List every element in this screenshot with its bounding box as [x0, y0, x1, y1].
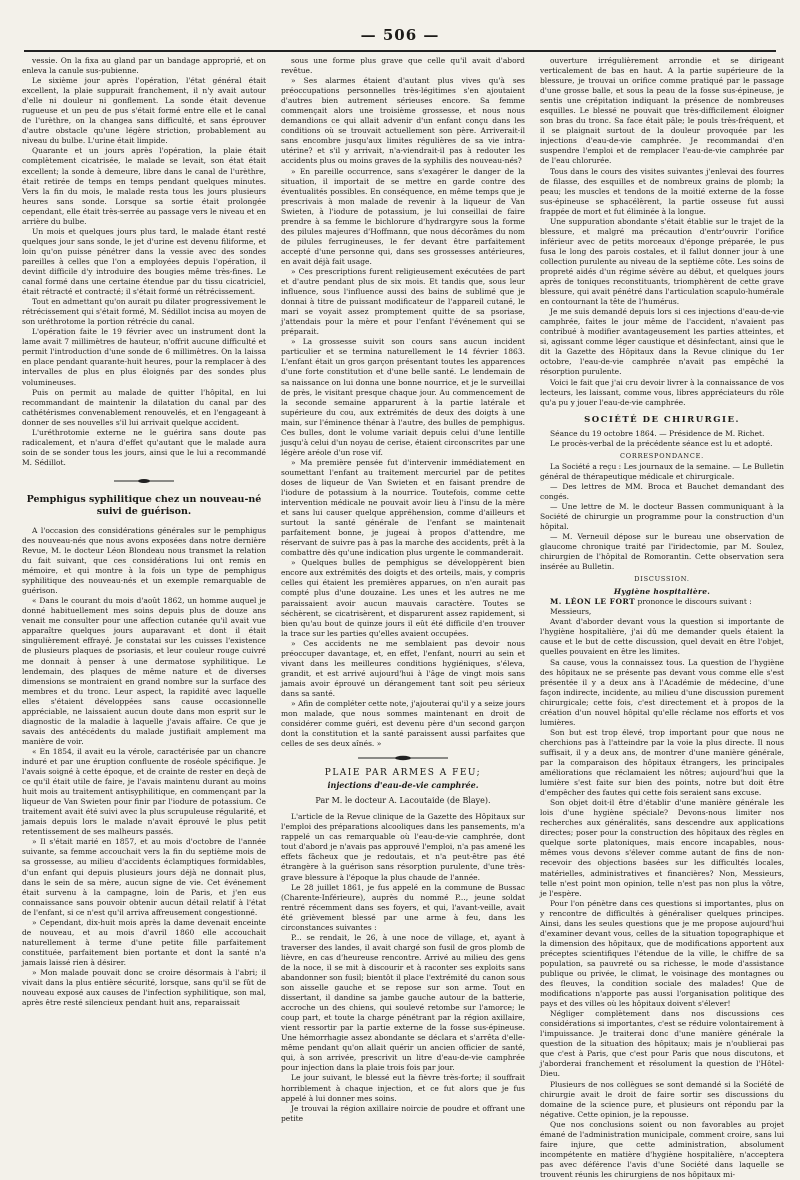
paragraph: Son objet doit-il être d'établir d'une manière générale les lois d'une hygiène spéciale? Devons-nous limiter nos recherches aux généralités, sans descendre aux applications directes; poser pour la construction des hôpitaux des règles en quelque sorte platoniques, mais encore incapables, nous-mêmes vous devons s'élever comme autant de fins de non-recevoir des objections basées sur les difficultés locales, matérielles, administratives et financières? Non, Messieurs, telle n'est point mon opinion, telle n'est pas non plus la vôtre, je l'espère. — [540, 798, 784, 898]
paragraph: — M. Verneuil dépose sur le bureau une observation de glaucome chronique traité par l'iridectomie, par M. Soulez, chirurgien de l'hôpital de Romorantin. Cette observation sera insérée au Bulletin. — [540, 532, 784, 572]
paragraph: » La grossesse suivit son cours sans aucun incident particulier et se termina naturellement le 14 février 1863. L'enfant était un gros garçon présentant toutes les apparences d'une forte constitution et d'une belle santé. Le lendemain de sa naissance on lui donna une bonne nourrice, et je le surveillai de près, le visitant presque chaque jour. Au commencement de la seconde semaine apparurent à la partie latérale et supérieure du cou, aux extrémités de deux des doigts à une main, sur l'éminence thénar à l'autre, des bulles de pemphigus. Ces bulles, dont le volume variait depuis celui d'une lentille jusqu'à celui d'un noyau de cerise, étaient circonscrites par une légère aréole d'un rose vif. — [281, 337, 525, 457]
paragraph: Son but est trop élevé, trop important pour que nous ne cherchions pas à l'atteindre par la voie la plus directe. Il nous suffisait, il y a deux ans, de montrer d'une manière générale, par la comparaison des hôpitaux étrangers, les principales améliorations que réclamaient les nôtres; aujourd'hui que la lumière s'est faite sur bien des points, notre but doit être d'empêcher des fautes qui cette fois seraient sans excuse. — [540, 727, 784, 798]
paragraph: « En 1854, il avait eu la vérole, caractérisée par un chancre induré et par une éruption confluente de roséole spécifique. Je l'avais soigné à cette époque, et de crainte de rester en deçà de ce qu'il était utile de faire, je l'avais maintenu durant au moins huit mois au traitement antisyphilitique, en commençant par la liqueur de Van Swieten pour finir par l'iodure de potassium. Ce traitement avait été suivi avec la plus scrupuleuse régularité, et jamais depuis lors le malade n'avait éprouvé le plus petit retentissement de ses malheurs passés. — [22, 746, 266, 837]
col2-body — [281, 56, 525, 749]
paragraph: vessie. On la fixa au gland par un bandage approprié, et on enleva la canule sus-pubienne. — [22, 56, 266, 76]
paragraph: P... se rendait, le 26, à une noce de village, et, ayant à traverser des landes, il avait chargé son fusil de gros plomb de lièvre, en cas d'heureuse rencontre. Arrivé au milieu des gens de la noce, il se mit à discourir et à raconter ses exploits sans abandonner son fusil; bientôt il place l'extrémité du canon sous son aisselle gauche et se repose sur son arme. Tout en dissertant, il dandine sa jambe gauche autour de la batterie, accroche un des chiens, qui soulevé retombe sur l'amorce; le coup part, et toute la charge pénétrant par la région axillaire, vient ressortir par la partie externe de la fosse sus-épineuse. Une hémorrhagie assez abondante se déclara et s'arrêta d'elle-même pendant qu'on allait quérir un ancien officier de santé, qui, à son arrivée, prescrivit un litre d'eau-de-vie camphrée pour injection dans la plaie trois fois par jour. — [281, 932, 525, 1073]
paragraph: — Une lettre de M. le docteur Bassen communiquant à la Société de chirurgie un programme pour la construction d'un hôpital. — [540, 501, 784, 532]
paragraph: Le procès-verbal de la précédente séance est lu et adopté. — [550, 438, 773, 448]
speaker-intro: prononce le discours suivant : — [635, 597, 752, 607]
article-subtitle: suivi de guérison. — [96, 505, 192, 517]
society-title: SOCIÉTÉ DE CHIRURGIE. — [584, 414, 740, 425]
paragraph: » Ses alarmes étaient d'autant plus vives qu'à ses préoccupations personnelles très-légitimes s'en ajoutaient d'autres bien autrement sérieuses encore. Sa femme commençait alors une troisième grossesse, et nous nous demandions ce qui allait advenir d'un enfant conçu dans les conditions où se trouvait actuellement son père. Arriverait-il sans encombre jusqu'aux limites régulières de sa vie intra-utérine? et s'il y arrivait, n'a-viendrait-il pas à redouter les accidents plus ou moins graves de la syphilis des nouveau-nés? — [281, 76, 525, 166]
paragraph: Je trouvai la région axillaire noircie de poudre et offrant une petite — [281, 1103, 525, 1123]
paragraph: Avant d'aborder devant vous la question si importante de l'hygiène hospitalière, j'ai dû me demander quels étaient la cause et le but de cette discussion, quel devait en être l'objet, quelles pouvaient en être les limites. — [540, 617, 784, 657]
paragraph: Une suppuration abondante s'était établie sur le trajet de la blessure, et malgré ma précaution d'entr'ouvrir l'orifice inférieur avec de petits morceaux d'éponge préparée, le pus fusa le long des parois costales, et il fallut donner jour à une collection purulente au niveau de la septième côte. Les soins de propreté aidés d'un régime sévère au début, et quelques jours après de toniques reconstituants, triomphèrent de cette grave blessure, qui avait pénétré dans l'articulation scapulo-humérale en contournant la tête de l'humérus. — [540, 216, 784, 307]
article-body — [281, 812, 525, 1123]
article-title: PLAIE PAR ARMES A FEU; — [324, 768, 482, 779]
paragraph: « Dans le courant du mois d'août 1862, un homme auquel je donné habituellement mes soins depuis plus de douze ans venait me consulter pour une affection cutanée qu'il avait vue apparaître quelques jours auparavant et dont il était singulièrement effrayé. Je constatai sur les cuisses l'existence de plusieurs plaques de psoriasis, et leur couleur rouge cuivré me donnait à penser à une dermatose syphilitique. Le lendemain, des plaques de même nature et de diverses dimensions se montraient en grand nombre sur la surface des membres et du tronc. Leur aspect, la rapidité avec laquelle elles s'étaient développées sans cause occasionnelle appréciable, ne laissaient aucun doute dans mon esprit sur le diagnostic de la maladie à laquelle j'avais affaire. Ce que je savais des antécédents du malade justifiait amplement ma manière de voir. — [22, 596, 266, 746]
paragraph: Pour l'on pénètre dans ces questions si importantes, plus on y rencontre de difficultés à généraliser quelques principes. Ainsi, dans les seules questions que je me propose aujourd'hui d'examiner devant vous, celles de la situation topographique et la dimension des hôpitaux, que de modifications apportent aux préceptes scientifiques l'étendue de la ville, le chiffre de sa population, sa pauvreté ou sa richesse, le mode d'assistance publique ou privée, le climat, le voisinage des montagnes ou des fleuves, la condition sociale des malades! Que de modifications n'apporte pas aussi l'organisation politique des pays et des villes où les hôpitaux doivent s'élever! — [540, 898, 784, 1009]
correspondance-heading: CORRESPONDANCE. — [619, 451, 705, 460]
paragraph: Puis on permit au malade de quitter l'hôpital, en lui recommandant de maintenir la dilatation du canal par des cathétérismes convenablement renouvelés, et en l'engageant à donner de ses nouvelles s'il lui arrivait quelque accident. — [22, 387, 266, 427]
paragraph: » Quelques bulles de pemphigus se développèrent bien encore aux extrémités des doigts et des orteils, mais, y compris celles qui étaient les premières apparues, on n'en aurait pas compté plus d'une douzaine. Les unes et les autres ne me paraissaient avoir aucun mauvais caractère. Toutes se séchèrent, se cicatrisèrent, et disparurent assez rapidement, si bien qu'au bout de quinze jours il eût été difficile d'en trouver la trace sur les parties qu'elles avaient occupées. — [281, 558, 525, 638]
paragraph: » Cependant, dix-huit mois après la dame devenait enceinte de nouveau, et au mois d'avril 1860 elle accouchait naturellement à terme d'une petite fille parfaitement constituée, parfaitement bien portante et dont la santé n'a jamais laissé rien à désirer. — [22, 917, 266, 967]
seance-line: Séance du 19 octobre 1864. — Présidence de M. Richet. — [550, 428, 765, 438]
column-3 — [540, 56, 784, 1179]
column-2 — [281, 56, 525, 1168]
article-byline: Par M. le docteur A. Lacoutaide (de Blaye). — [315, 796, 491, 806]
paragraph: » Ma première pensée fut d'intervenir immédiatement en soumettant l'enfant au traitement mercuriel par de petites doses de liqueur de Van Swieten et en faisant prendre de l'iodure de potassium à la nourrice. Toutefois, comme cette intervention médicale ne pouvait avoir lieu à l'insu de la mère et sans lui causer quelque appréhension, comme d'ailleurs et surtout la santé générale de l'enfant se maintenait parfaitement bonne, je jugeai à propos d'attendre, me réservant de suivre pas à pas la marche des accidents, prêt à la combattre dès qu'une indication plus urgente le commanderait. — [281, 457, 525, 558]
paragraph: Quarante et un jours après l'opération, la plaie était complètement cicatrisée, le malade se levait, son état était excellent; la sonde à demeure, libre dans le canal de l'urèthre, était retirée de temps en temps pendant quelques minutes. Vers la fin du mois, le malade resta tous les jours plusieurs heures sans sonde. Lorsque sa sortie était prolongée cependant, elle était très-serrée au passage vers le niveau et en arrière du bulbe. — [22, 146, 266, 226]
speaker-name: M. LÉON LE FORT — [550, 597, 636, 607]
hygiene-heading: Hygiène hospitalière. — [613, 587, 711, 597]
paragraph: Tout en admettant qu'on aurait pu dilater progressivement le rétrécissement qui s'était formé, M. Sédillot incisa au moyen de son uréthrotome la portion rétrécie du canal. — [22, 297, 266, 327]
paragraph: — Des lettres de MM. Broca et Bauchet demandant des congés. — [540, 481, 784, 501]
paragraph: » Afin de compléter cette note, j'ajouterai qu'il y a seize jours mon malade, que nous sommes maintenant en droit de considérer comme guéri, est devenu père d'un second garçon dont la constitution et la santé paraissent aussi parfaites que celles de ses deux aînés. » — [281, 699, 525, 749]
paragraph: Que nos conclusions soient ou non favorables au projet émané de l'administration municipale, comment croire, sans lui faire injure, que cette administration, absolument incompétente en matière d'hygiène hospitalière, n'acceptera pas avec déférence l'avis d'une Société dans laquelle se trouvent réunis les chirurgiens de nos hôpitaux mi- — [540, 1119, 784, 1179]
paragraph: Le jour suivant, le blessé eut la fièvre très-forte; il souffrait horriblement à chaque injection, et ce fut alors que je fus appelé à lui donner mes soins. — [281, 1073, 525, 1103]
paragraph: Le sixième jour après l'opération, l'état général était excellent, la plaie suppurait franchement, il n'y avait autour d'elle ni douleur ni gonflement. La sonde était devenue rugueuse et un peu de pus s'était formé entre elle et le canal de l'urèthre, on la changea sans difficulté, et sans éprouver d'autre obstacle qu'une légère striction, probablement au niveau du bulbe. L'urine était limpide. — [22, 76, 266, 146]
paragraph: L'article de la Revue clinique de la Gazette des Hôpitaux sur l'emploi des préparations alcooliques dans les pansements, m'a rappelé un cas remarquable où l'eau-de-vie camphrée, dont tout d'abord je n'avais pas approuvé l'emploi, n'a pas amené les effets fâcheux que je redoutais, et n'a peut-être pas été étrangère à la guérison sans résorption purulente, d'une très-grave blessure à l'époque la plus chaude de l'année. — [281, 812, 525, 882]
col3-body — [540, 56, 784, 408]
paragraph: Voici le fait que j'ai cru devoir livrer à la connaissance de vos lecteurs, les laissant, comme vous, libres appréciateurs du rôle qu'a pu y jouer l'eau-de-vie camphrée. — [540, 377, 784, 407]
paragraph: L'opération faite le 19 février avec un instrument dont la lame avait 7 millimètres de hauteur, n'offrit aucune difficulté et permit l'introduction d'une sonde de 6 millimètres. On la laissa en place pendant quarante-huit heures, pour la remplacer à des intervalles de plus en plus éloignés par des sondes plus volumineuses. — [22, 327, 266, 387]
discussion-heading: DISCUSSION. — [634, 575, 690, 584]
page-number: — 506 — — [360, 26, 440, 44]
article-title: Pemphigus syphilitique chez un nouveau-né — [26, 493, 262, 505]
paragraph: Sa cause, vous la connaissez tous. La question de l'hygiène des hôpitaux ne se présente pas devant vous comme elle s'est présentée il y a deux ans à l'Académie de médecine, d'une façon indirecte, incidente, au milieu d'une discussion purement chirurgicale; cette fois, c'est directement et à propos de la création d'un nouvel hôpital qu'elle réclame nos efforts et vos lumières. — [540, 657, 784, 727]
paragraph: L'uréthrotomie externe ne le guérira sans doute pas radicalement, et n'aura d'effet qu'autant que le malade aura soin de se sonder tous les jours, ainsi que le lui a recommandé M. Sédillot. — [22, 427, 266, 467]
paragraph: » Ces prescriptions furent religieusement exécutées de part et d'autre pendant plus de six mois. Et tandis que, sous leur influence, sous l'influence aussi des bains de sublimé que je donnai à titre de puissant modificateur de l'appareil cutané, le mari se voyait assez promptement quitte de sa psoriase, j'attendais pour la mère et pour l'enfant l'événement qui se préparait. — [281, 266, 525, 337]
speaker-line — [540, 597, 784, 607]
paragraph: » Il s'était marié en 1857, et au mois d'octobre de l'année suivante, sa femme accouchait vers la fin du septième mois de sa grossesse, au milieu d'accidents éclamptiques formidables, d'un enfant qui depuis plusieurs jours déjà ne donnait plus, dans le sein de sa mère, aucun signe de vie. Cet événement était survenu à la campagne, loin de Paris, et j'en eus connaissance sans pouvoir obtenir aucun détail relatif à l'état de l'enfant, si ce n'est qu'il arriva affreusement congestionné. — [22, 837, 266, 917]
speech-body — [540, 607, 784, 1180]
article-body — [22, 526, 266, 1008]
page-header — [24, 24, 776, 52]
paragraph: » Ces accidents ne me semblaient pas devoir nous préoccuper davantage, et, en effet, l'enfant, nourri au sein et vivant dans les meilleures conditions hygiéniques, s'éleva, grandit, et est arrivé aujourd'hui à l'âge de vingt mois sans jamais avoir éprouvé un dérangement tant soit peu sérieux dans sa santé. — [281, 638, 525, 698]
paragraph: » Mon malade pouvait donc se croire désormais à l'abri; il vivait dans la plus entière sécurité, lorsque, sans qu'il se fût de nouveau exposé aux causes de l'infection syphilitique, son mal, après être resté silencieux pendant huit ans, reparaissait — [22, 967, 266, 1008]
paragraph: » En pareille occurrence, sans s'exagérer le danger de la situation, il importait de se mettre en garde contre des éventualités possibles. En conséquence, en même temps que je prescrivais à mon malade de revenir à la liqueur de Van Swieten, à l'iodure de potassium, je lui conseillai de faire prendre à sa femme le bichlorure d'hydrargyre sous la forme des pilules majeures d'Hoffmann, que nous décorâmes du nom de pilules ferrugineuses, le fer devant être parfaitement accepté d'une personne qui, dans ses grossesses antérieures, en avait déjà fait usage. — [281, 166, 525, 266]
col1-body — [22, 56, 266, 468]
paragraph: A l'occasion des considérations générales sur le pemphigus des nouveau-nés que nous avons exposées dans notre dernière Revue, M. le docteur Léon Blondeau nous transmet la relation du fait suivant, que ces considérations lui ont remis en mémoire, et qui montre à la fois un type de pemphigus syphilitique des nouveau-nés et un exemple remarquable de guérison. — [22, 525, 266, 596]
section-separator — [358, 755, 448, 761]
paragraph: Négliger complètement dans nos discussions ces considérations si importantes, c'est se réduire volontairement à l'impuissance. Je traiterai donc d'une manière générale la question de la situation des hôpitaux; mais je n'oublierai pas que c'est à Paris, que c'est pour Paris que nous discutons, et j'aborderai franchement et résolument la question de l'Hôtel-Dieu. — [540, 1009, 784, 1079]
paragraph: ouverture irrégulièrement arrondie et se dirigeant verticalement de bas en haut. A la partie supérieure de la blessure, je trouvai un orifice comme pratiqué par le passage d'une grosse balle, et sous la peau de la fosse sus-épineuse, je sentis une crépitation indiquant la présence de nombreuses esquilles. Le blessé ne pouvait que très-difficilement éloigner son bras du tronc. Sa face était pâle; le pouls très-fréquent, et il se plaignait surtout de la douleur provoquée par les injections d'eau-de-vie camphrée. Je recommandai d'en suspendre l'emploi et de remplacer l'eau-de-vie camphrée par de l'eau chlorurée. — [540, 56, 784, 166]
paragraph: Un mois et quelques jours plus tard, le malade étant resté quelques jour sans sonde, le jet d'urine est devenu filiforme, et loin qu'on puisse pénétrer dans la vessie avec des sondes pareilles à celles que l'on a employées depuis l'opération, il devint difficile d'y introduire des bougies même très-fines. Le canal formé dans une certaine étendue par du tissu cicatriciel, était rétracté et contracté; il s'était formé un rétrécissement. — [22, 226, 266, 297]
section-separator — [114, 478, 174, 484]
article-subtitle: injections d'eau-de-vie camphrée. — [327, 780, 479, 791]
paragraph: Tous dans le cours des visites suivantes j'enlevai des fourres de filasse, des esquilles et de nombreux grains de plomb; la peau; les muscles et tendons de la moitié externe de la fosse sus-épineuse se sphacélèrent, la partie osseuse fut aussi frappée de mort et fut éliminée à la longue. — [540, 166, 784, 216]
paragraph: Je me suis demandé depuis lors si ces injections d'eau-de-vie camphrée, faites le jour même de l'accident, n'avaient pas contribué à modifier avantageusement les parties atteintes, et si, agissant comme léger caustique et désinfectant, ainsi que le dit la Gazette des Hôpitaux dans la Revue clinique du 1er octobre, l'eau-de-vie camphrée n'avait pas empêché la résorption purulente. — [540, 307, 784, 377]
paragraph: Messieurs, — [550, 607, 592, 617]
paragraph: Le 28 juillet 1861, je fus appelé en la commune de Bussac (Charente-Inférieure), auprès du nommé P..., jeune soldat rentré récemment dans ses foyers, et qui, l'avant-veille, avait été grièvement blessé par une arme à feu, dans les circonstances suivantes : — [281, 882, 525, 932]
column-1 — [22, 56, 266, 1168]
correspondance-body — [540, 462, 784, 573]
paragraph: Plusieurs de nos collègues se sont demandé si la Société de chirurgie avait le droit de faire sortir ses discussions du domaine de la science pure, et plusieurs ont répondu par la négative. Cette opinion, je la repousse. — [540, 1079, 784, 1119]
paragraph: La Société a reçu : Les journaux de la semaine. — Le Bulletin général de thérapeutique médicale et chirurgicale. — [540, 461, 784, 481]
paragraph: sous une forme plus grave que celle qu'il avait d'abord revêtue. — [281, 56, 525, 76]
